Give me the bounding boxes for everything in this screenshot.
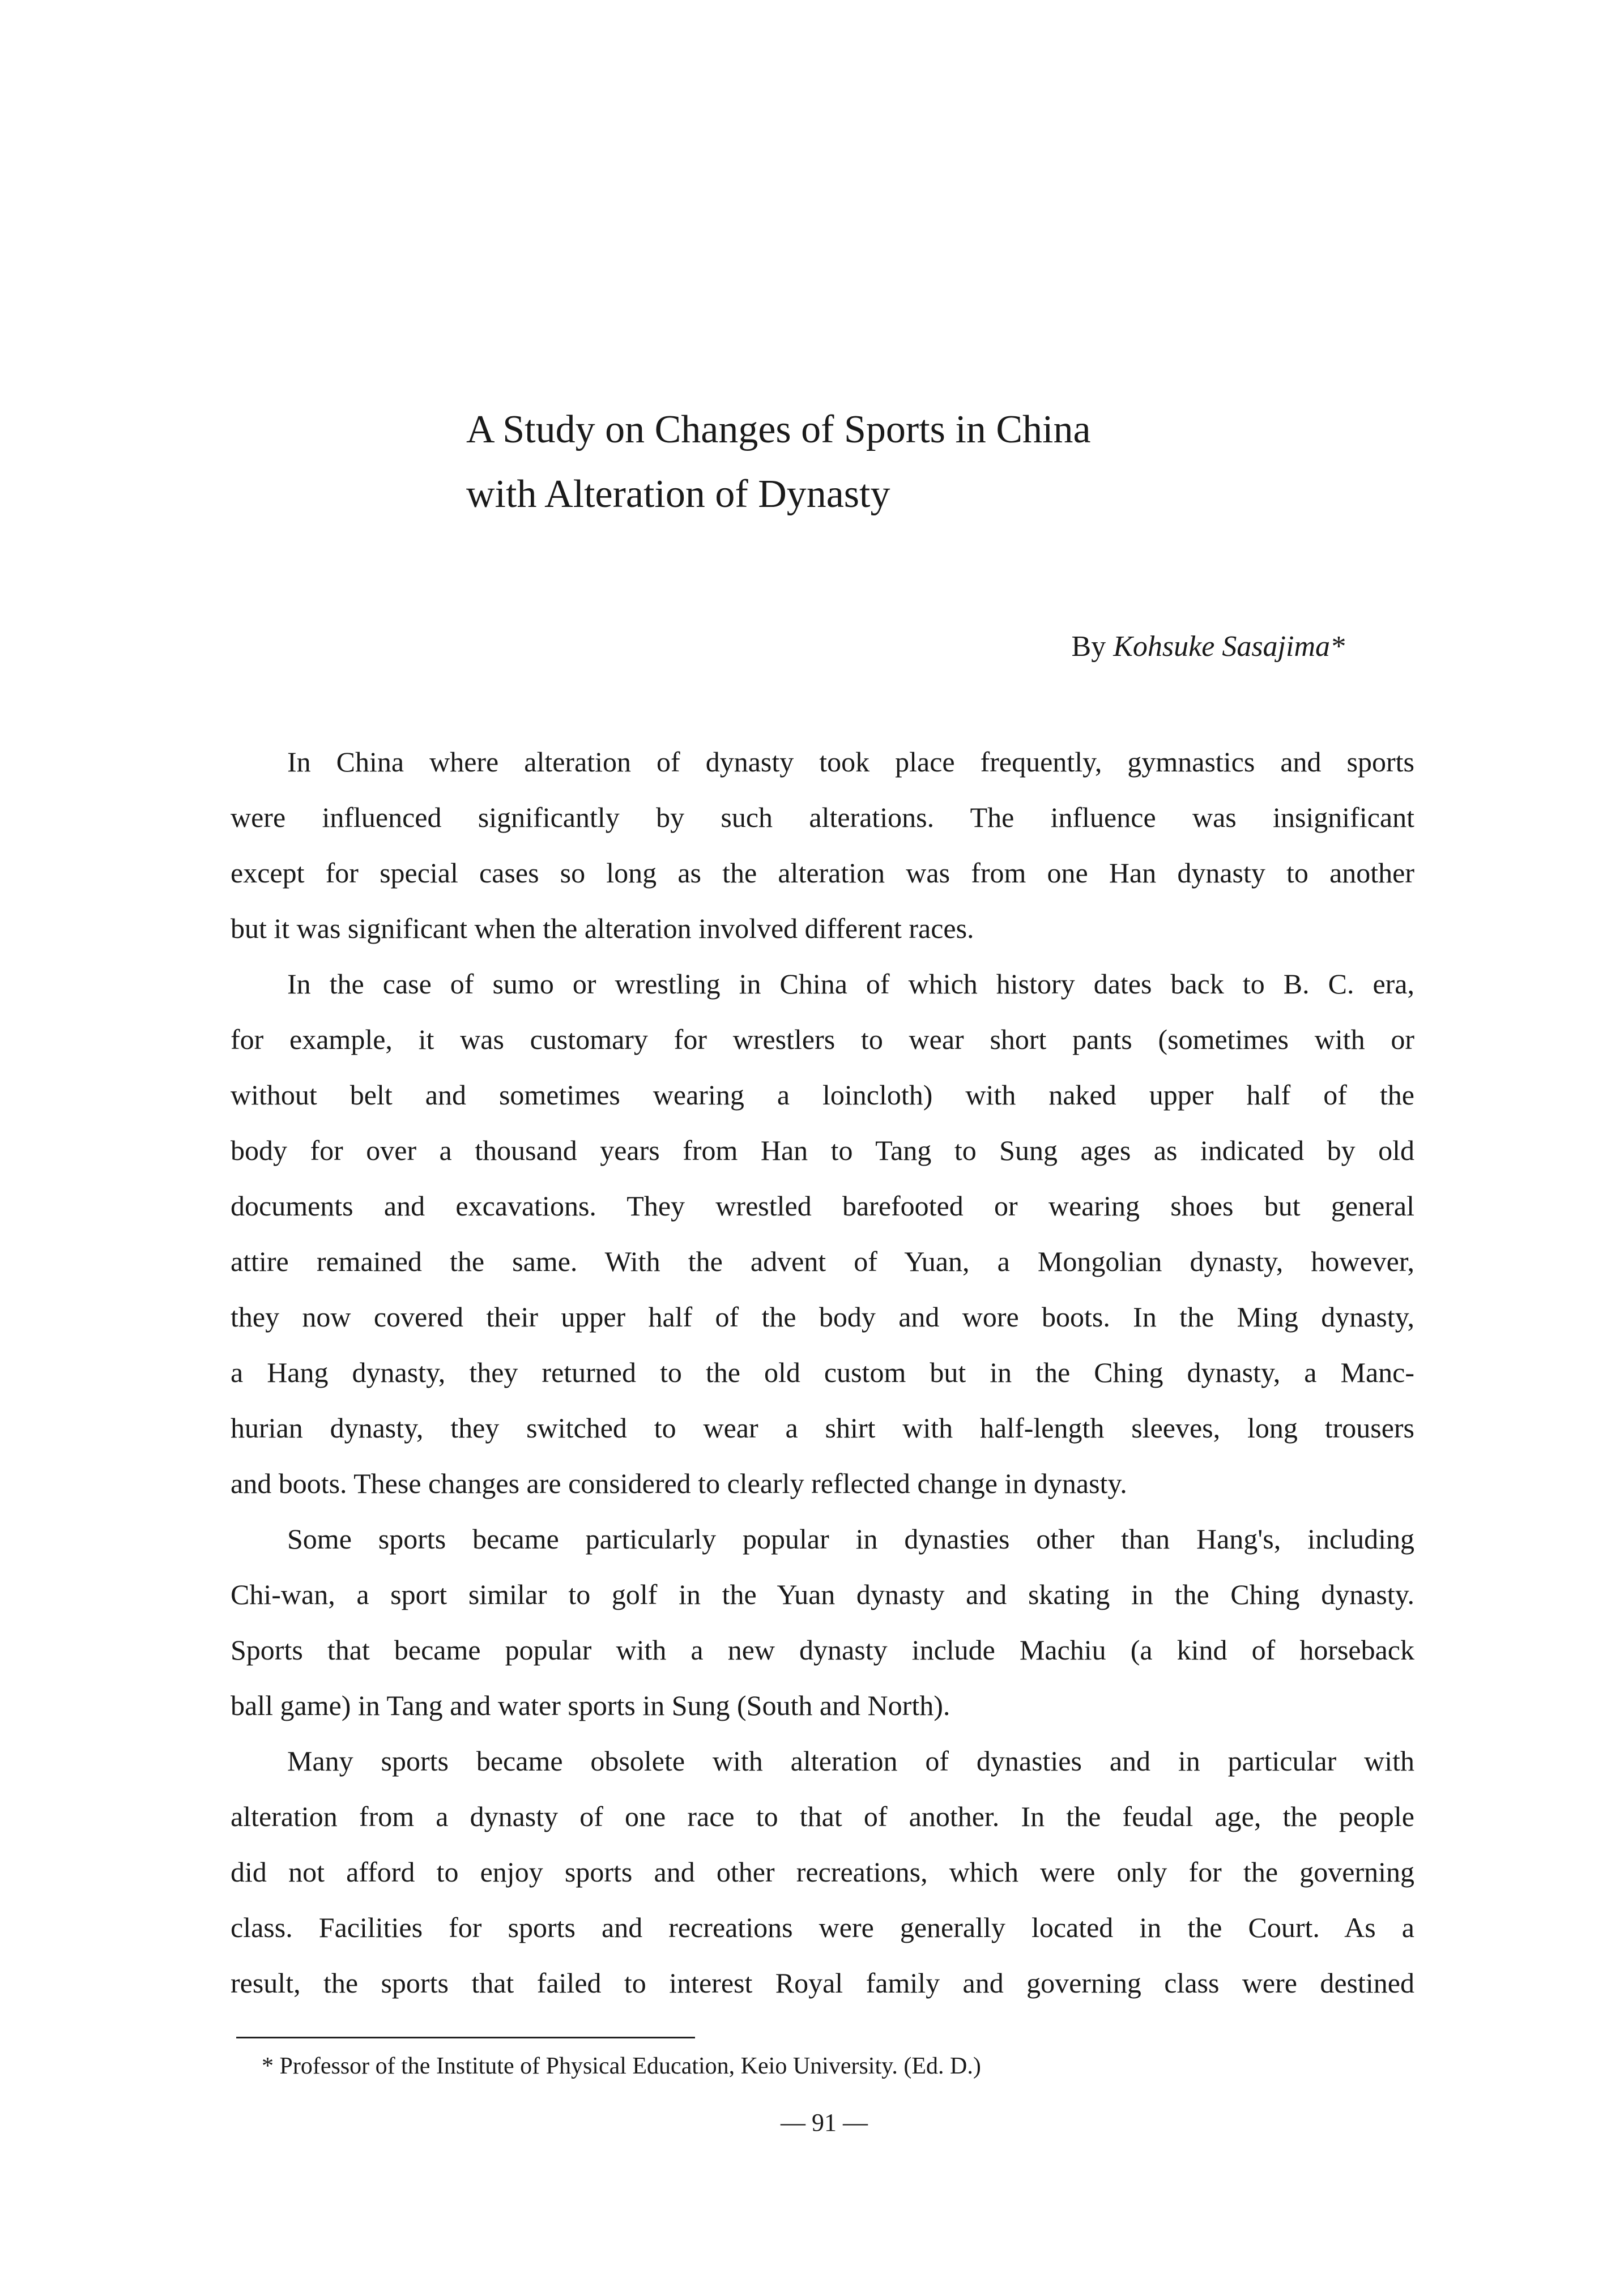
text-line: In China where alteration of dynasty took place frequently, gymnastics and sports [287, 746, 1414, 778]
text-line: were influenced significantly by such alterations. The influence was insignificant [231, 801, 1414, 833]
text-line: alteration from a dynasty of one race to that of another. In the feudal age, the people [231, 1801, 1414, 1832]
text-line: Chi-wan, a sport similar to golf in the Yuan dynasty and skating in the Ching dynasty. [231, 1579, 1414, 1610]
title-line-2: with Alteration of Dynasty [466, 472, 890, 516]
text-line: attire remained the same. With the advent of Yuan, a Mongolian dynasty, however, [231, 1245, 1414, 1277]
text-line: documents and excavations. They wrestled barefooted or wearing shoes but general [231, 1190, 1414, 1222]
text-line: hurian dynasty, they switched to wear a shirt with half-length sleeves, long trousers [231, 1412, 1414, 1444]
text-line: except for special cases so long as the alteration was from one Han dynasty to another [231, 857, 1414, 889]
text-line: did not afford to enjoy sports and other recreations, which were only for the governing [231, 1856, 1414, 1888]
text-line: they now covered their upper half of the body and wore boots. In the Ming dynasty, [231, 1301, 1414, 1333]
text-line: and boots. These changes are considered to clearly reflected change in dynasty. [231, 1468, 1127, 1499]
text-line: In the case of sumo or wrestling in China of which history dates back to B. C. era, [287, 968, 1414, 1000]
text-line: Sports that became popular with a new dynasty include Machiu (a kind of horseback [231, 1634, 1414, 1666]
text-line: Many sports became obsolete with alteration of dynasties and in particular with [287, 1745, 1414, 1777]
text-line: body for over a thousand years from Han to Tang to Sung ages as indicated by old [231, 1134, 1414, 1166]
text-line: Some sports became particularly popular in dynasties other than Hang's, including [287, 1523, 1414, 1555]
text-line: without belt and sometimes wearing a loincloth) with naked upper half of the [231, 1079, 1414, 1111]
title-line-1: A Study on Changes of Sports in China [466, 408, 1091, 451]
footnote-divider [236, 2037, 695, 2038]
byline-prefix: By [1071, 630, 1106, 663]
text-line: ball game) in Tang and water sports in Sung (South and North). [231, 1690, 950, 1721]
text-line: a Hang dynasty, they returned to the old custom but in the Ching dynasty, a Manc- [231, 1356, 1414, 1388]
text-line: for example, it was customary for wrestlers to wear short pants (sometimes with or [231, 1023, 1414, 1055]
text-line: class. Facilities for sports and recreations were generally located in the Court. As a [231, 1912, 1414, 1943]
footnote: * Professor of the Institute of Physical Education, Keio University. (Ed. D.) [262, 2053, 981, 2079]
text-line: result, the sports that failed to interest Royal family and governing class were destined [231, 1967, 1414, 1999]
body-text [231, 734, 1414, 2011]
byline [1072, 630, 1345, 663]
author-name: Kohsuke Sasajima* [1113, 630, 1345, 663]
text-line: but it was significant when the alteration involved different races. [231, 912, 974, 944]
page-number: — 91 — [781, 2109, 868, 2136]
